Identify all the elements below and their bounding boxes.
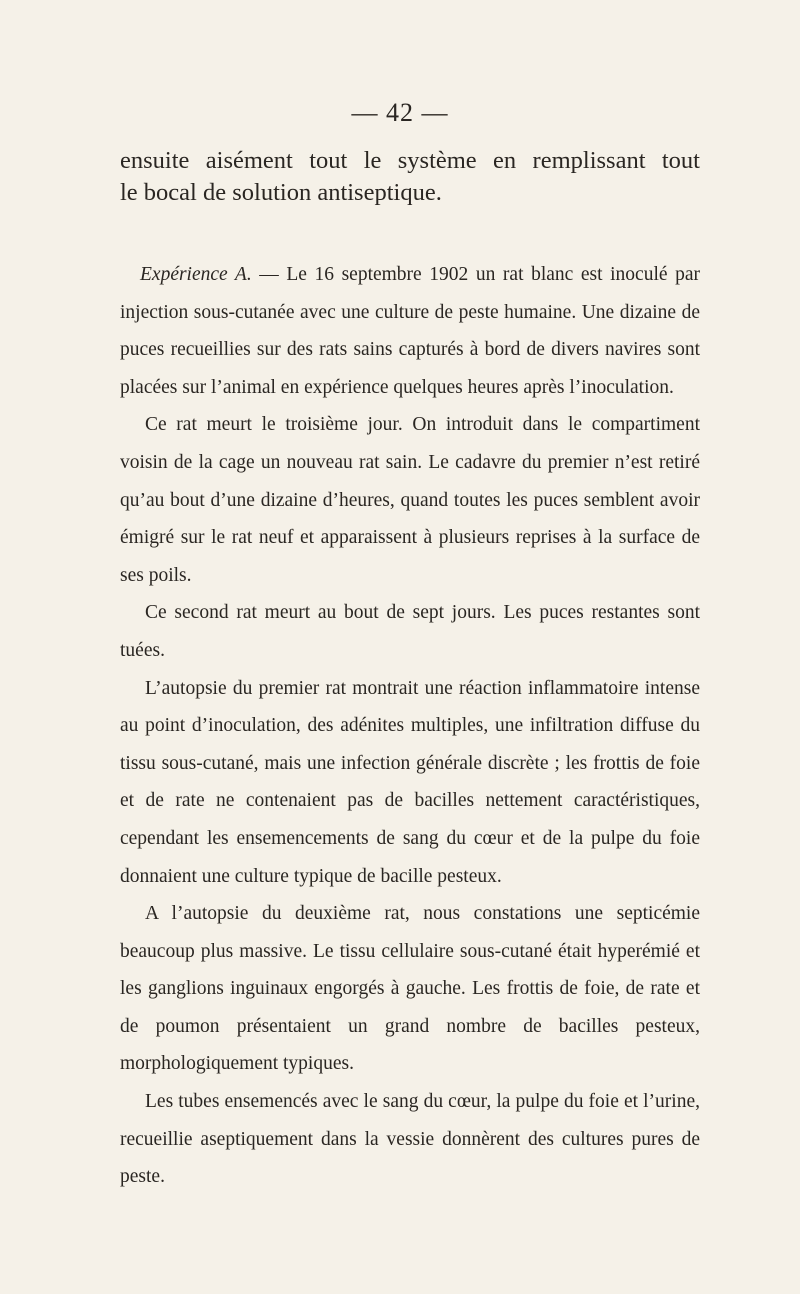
body-text <box>120 256 700 1196</box>
paragraph-3: L’autopsie du premier rat montrait une réaction inflammatoire intense au point d’inoculation, des adénites multiples, une infiltration diffuse du tissu sous-cutané, mais une infection générale discrète ; les frottis de foie et de rate ne contenaient pas de bacilles nettement caractéristiques, cependant les ensemencements de sang du cœur et de la pulpe du foie donnaient une culture typique de bacille pesteux. <box>120 677 700 887</box>
paragraph-4: A l’autopsie du deuxième rat, nous constations une septicémie beaucoup plus massive. Le tissu cellulaire sous-cutané était hyperémié et les ganglions inguinaux engorgés à gauche. Les frottis de foie, de rate et de poumon présentaient un grand nombre de bacilles pesteux, morphologiquement typiques. <box>120 903 700 1075</box>
experience-label: Expérience A. <box>140 264 252 285</box>
paragraph-1: Ce rat meurt le troisième jour. On introduit dans le compartiment voisin de la cage un nouveau rat sain. Le cadavre du premier n’est retiré qu’au bout d’une dizaine d’heures, quand toutes les puces semblent avoir émigré sur le rat neuf et apparaissent à plusieurs reprises à la surface de ses poils. <box>120 414 700 586</box>
text-block <box>120 145 700 1196</box>
lead-line-2: le bocal de solution antiseptique. <box>120 179 442 206</box>
experience-dash: — <box>251 264 287 285</box>
page-number: — 42 — <box>351 98 449 127</box>
paragraph-5: Les tubes ensemencés avec le sang du cœur, la pulpe du foie et l’urine, recueillie aseptiquement dans la vessie donnèrent des cultures pures de peste. <box>120 1091 700 1188</box>
lead-paragraph <box>120 145 700 209</box>
experience-text: Le 16 septembre 1902 un rat blanc est inoculé par injection sous-cutanée avec une culture de peste humaine. Une dizaine de puces recueillies sur des rats sains capturés à bord de divers navires sont placées sur l’animal en expérience quelques heures après l’inoculation. <box>120 264 700 398</box>
lead-line-1: ensuite aisément tout le système en remplissant tout <box>120 147 700 174</box>
experience-paragraph <box>120 256 700 406</box>
paragraph-2: Ce second rat meurt au bout de sept jours. Les puces restantes sont tuées. <box>120 602 700 661</box>
